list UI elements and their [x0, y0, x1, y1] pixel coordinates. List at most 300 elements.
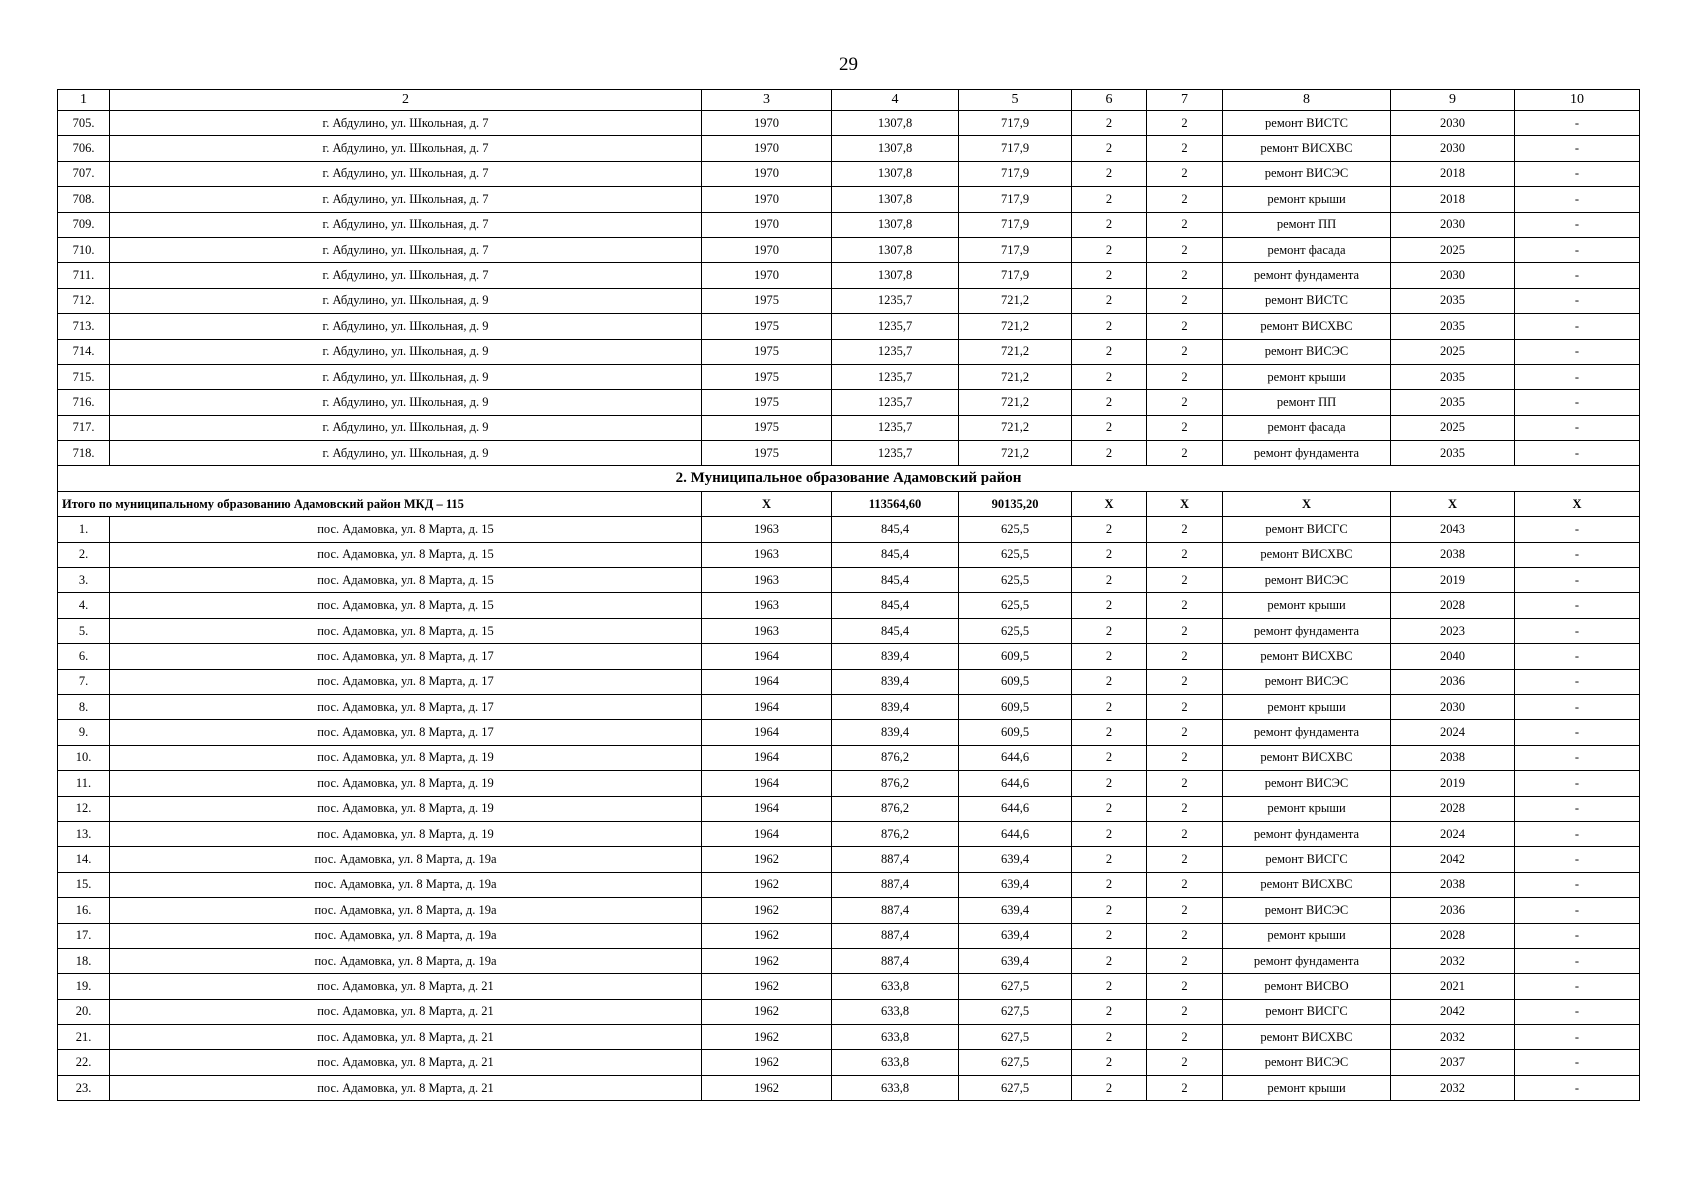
build-year-cell: 1970 — [702, 187, 832, 212]
col10-cell: - — [1515, 821, 1640, 846]
address-cell: г. Абдулино, ул. Школьная, д. 9 — [110, 441, 702, 466]
work-type-cell: ремонт ВИСЭС — [1223, 1050, 1391, 1075]
row-number: 718. — [58, 441, 110, 466]
living-area-cell: 625,5 — [959, 517, 1072, 542]
total-area-cell: 845,4 — [832, 517, 959, 542]
work-type-cell: ремонт крыши — [1223, 694, 1391, 719]
work-type-cell: ремонт фасада — [1223, 237, 1391, 262]
col7-cell: 2 — [1147, 237, 1223, 262]
total-area-cell: 876,2 — [832, 796, 959, 821]
column-number: 8 — [1223, 90, 1391, 111]
address-cell: пос. Адамовка, ул. 8 Марта, д. 17 — [110, 644, 702, 669]
plan-year-cell: 2024 — [1391, 821, 1515, 846]
table-row — [58, 644, 1640, 669]
col7-cell: 2 — [1147, 161, 1223, 186]
build-year-cell: 1964 — [702, 694, 832, 719]
table-row — [58, 720, 1640, 745]
col6-cell: 2 — [1072, 136, 1147, 161]
living-area-cell: 609,5 — [959, 720, 1072, 745]
total-area-cell: 1307,8 — [832, 161, 959, 186]
col10-cell: - — [1515, 390, 1640, 415]
living-area-cell: 639,4 — [959, 872, 1072, 897]
living-area-cell: 717,9 — [959, 237, 1072, 262]
col7-cell: 2 — [1147, 974, 1223, 999]
row-number: 709. — [58, 212, 110, 237]
total-area-cell: 887,4 — [832, 898, 959, 923]
build-year-cell: 1964 — [702, 669, 832, 694]
plan-year-cell: 2030 — [1391, 212, 1515, 237]
address-cell: пос. Адамовка, ул. 8 Марта, д. 19а — [110, 872, 702, 897]
address-cell: г. Абдулино, ул. Школьная, д. 7 — [110, 136, 702, 161]
row-number: 717. — [58, 415, 110, 440]
row-number: 715. — [58, 364, 110, 389]
total-area-cell: 633,8 — [832, 999, 959, 1024]
address-cell: пос. Адамовка, ул. 8 Марта, д. 15 — [110, 517, 702, 542]
address-cell: пос. Адамовка, ул. 8 Марта, д. 15 — [110, 542, 702, 567]
col10-cell: - — [1515, 720, 1640, 745]
col10-cell: - — [1515, 923, 1640, 948]
build-year-cell: 1970 — [702, 136, 832, 161]
total-area-cell: 887,4 — [832, 847, 959, 872]
table-row — [58, 745, 1640, 770]
column-number: 3 — [702, 90, 832, 111]
column-number: 1 — [58, 90, 110, 111]
register-rows-adamovka — [58, 517, 1640, 1101]
table-row — [58, 898, 1640, 923]
work-type-cell: ремонт ВИСЭС — [1223, 339, 1391, 364]
col7-cell: 2 — [1147, 568, 1223, 593]
col6-cell: 2 — [1072, 339, 1147, 364]
total-area-cell: 1307,8 — [832, 237, 959, 262]
build-year-cell: 1962 — [702, 1025, 832, 1050]
address-cell: пос. Адамовка, ул. 8 Марта, д. 19 — [110, 771, 702, 796]
living-area-cell: 625,5 — [959, 593, 1072, 618]
row-number: 21. — [58, 1025, 110, 1050]
table-row — [58, 948, 1640, 973]
table-row — [58, 593, 1640, 618]
col10-cell: - — [1515, 237, 1640, 262]
page-number: 29 — [839, 54, 858, 75]
table-row — [58, 161, 1640, 186]
row-number: 705. — [58, 111, 110, 136]
build-year-cell: 1970 — [702, 161, 832, 186]
plan-year-cell: 2035 — [1391, 288, 1515, 313]
living-area-cell: 721,2 — [959, 288, 1072, 313]
col6-cell: 2 — [1072, 974, 1147, 999]
living-area-cell: 644,6 — [959, 745, 1072, 770]
build-year-cell: 1964 — [702, 771, 832, 796]
build-year-cell: 1963 — [702, 542, 832, 567]
col7-cell: 2 — [1147, 593, 1223, 618]
total-area-cell: 887,4 — [832, 948, 959, 973]
work-type-cell: ремонт крыши — [1223, 796, 1391, 821]
col7-cell: 2 — [1147, 263, 1223, 288]
col10-cell: - — [1515, 1025, 1640, 1050]
col10-cell: - — [1515, 898, 1640, 923]
address-cell: г. Абдулино, ул. Школьная, д. 7 — [110, 111, 702, 136]
plan-year-cell: 2036 — [1391, 669, 1515, 694]
total-area-cell: 633,8 — [832, 1025, 959, 1050]
col10-cell: - — [1515, 187, 1640, 212]
plan-year-cell: 2018 — [1391, 161, 1515, 186]
table-row — [58, 314, 1640, 339]
table-row — [58, 288, 1640, 313]
living-area-cell: 639,4 — [959, 923, 1072, 948]
plan-year-cell: 2021 — [1391, 974, 1515, 999]
total-area-total: 113564,60 — [832, 491, 959, 516]
col7-cell: 2 — [1147, 339, 1223, 364]
col7-cell: 2 — [1147, 923, 1223, 948]
col7-cell: 2 — [1147, 314, 1223, 339]
plan-year-cell: 2040 — [1391, 644, 1515, 669]
col7-cell: 2 — [1147, 796, 1223, 821]
section-total-row — [58, 491, 1640, 516]
living-area-cell: 717,9 — [959, 212, 1072, 237]
address-cell: г. Абдулино, ул. Школьная, д. 9 — [110, 390, 702, 415]
plan-year-cell: 2032 — [1391, 1075, 1515, 1100]
work-type-cell: ремонт ВИСТС — [1223, 288, 1391, 313]
living-area-cell: 627,5 — [959, 999, 1072, 1024]
row-number: 14. — [58, 847, 110, 872]
plan-year-cell: 2030 — [1391, 111, 1515, 136]
col7-cell: 2 — [1147, 187, 1223, 212]
col6-cell: 2 — [1072, 415, 1147, 440]
col10-cell: - — [1515, 212, 1640, 237]
address-cell: г. Абдулино, ул. Школьная, д. 7 — [110, 212, 702, 237]
section-title: 2. Муниципальное образование Адамовский район — [58, 466, 1640, 491]
work-type-cell: ремонт ВИСГС — [1223, 999, 1391, 1024]
col10-cell: - — [1515, 1050, 1640, 1075]
living-area-cell: 639,4 — [959, 898, 1072, 923]
work-type-cell: ремонт ПП — [1223, 212, 1391, 237]
table-row — [58, 974, 1640, 999]
row-number: 708. — [58, 187, 110, 212]
living-area-cell: 721,2 — [959, 314, 1072, 339]
col7-cell: 2 — [1147, 847, 1223, 872]
column-number: 9 — [1391, 90, 1515, 111]
col10-cell: - — [1515, 542, 1640, 567]
table-row — [58, 618, 1640, 643]
col6-cell: 2 — [1072, 237, 1147, 262]
living-area-cell: 717,9 — [959, 161, 1072, 186]
row-number: 16. — [58, 898, 110, 923]
col10-cell: - — [1515, 136, 1640, 161]
col7-cell: 2 — [1147, 644, 1223, 669]
col7-cell: 2 — [1147, 212, 1223, 237]
table-row — [58, 517, 1640, 542]
build-year-cell: 1975 — [702, 364, 832, 389]
table-row — [58, 1050, 1640, 1075]
table-row — [58, 263, 1640, 288]
build-year-cell: 1975 — [702, 390, 832, 415]
work-type-cell: ремонт крыши — [1223, 923, 1391, 948]
plan-year-cell: 2032 — [1391, 948, 1515, 973]
work-type-cell: ремонт крыши — [1223, 593, 1391, 618]
total-area-cell: 1307,8 — [832, 136, 959, 161]
section-header-row — [58, 466, 1640, 491]
plan-year-cell: 2035 — [1391, 390, 1515, 415]
col10-cell: - — [1515, 288, 1640, 313]
total-year: X — [702, 491, 832, 516]
total-area-cell: 876,2 — [832, 745, 959, 770]
work-type-cell: ремонт ВИСХВС — [1223, 542, 1391, 567]
col6-cell: 2 — [1072, 796, 1147, 821]
column-number: 10 — [1515, 90, 1640, 111]
work-type-cell: ремонт фундамента — [1223, 948, 1391, 973]
col7-cell: 2 — [1147, 999, 1223, 1024]
total-area-cell: 1235,7 — [832, 288, 959, 313]
address-cell: г. Абдулино, ул. Школьная, д. 9 — [110, 314, 702, 339]
plan-year-cell: 2023 — [1391, 618, 1515, 643]
col6-cell: 2 — [1072, 263, 1147, 288]
address-cell: г. Абдулино, ул. Школьная, д. 7 — [110, 187, 702, 212]
build-year-cell: 1963 — [702, 517, 832, 542]
build-year-cell: 1962 — [702, 999, 832, 1024]
table-row — [58, 339, 1640, 364]
table-row — [58, 1075, 1640, 1100]
address-cell: г. Абдулино, ул. Школьная, д. 9 — [110, 364, 702, 389]
build-year-cell: 1970 — [702, 237, 832, 262]
section-block — [58, 466, 1640, 517]
living-area-cell: 627,5 — [959, 1075, 1072, 1100]
column-number: 2 — [110, 90, 702, 111]
plan-year-cell: 2037 — [1391, 1050, 1515, 1075]
col7-cell: 2 — [1147, 618, 1223, 643]
plan-year-cell: 2019 — [1391, 771, 1515, 796]
total-area-cell: 887,4 — [832, 872, 959, 897]
work-type-cell: ремонт ВИСХВС — [1223, 1025, 1391, 1050]
total-work: X — [1223, 491, 1391, 516]
row-number: 714. — [58, 339, 110, 364]
plan-year-cell: 2025 — [1391, 339, 1515, 364]
address-cell: пос. Адамовка, ул. 8 Марта, д. 19а — [110, 847, 702, 872]
col10-cell: - — [1515, 111, 1640, 136]
living-area-cell: 721,2 — [959, 364, 1072, 389]
work-type-cell: ремонт ВИСХВС — [1223, 644, 1391, 669]
total-area-cell: 1235,7 — [832, 390, 959, 415]
col10-cell: - — [1515, 948, 1640, 973]
address-cell: г. Абдулино, ул. Школьная, д. 9 — [110, 339, 702, 364]
col7-cell: 2 — [1147, 1025, 1223, 1050]
total-area-cell: 845,4 — [832, 618, 959, 643]
build-year-cell: 1964 — [702, 821, 832, 846]
table-row — [58, 923, 1640, 948]
work-type-cell: ремонт фундамента — [1223, 720, 1391, 745]
col10-cell: - — [1515, 593, 1640, 618]
living-area-cell: 644,6 — [959, 821, 1072, 846]
column-number: 6 — [1072, 90, 1147, 111]
col6-cell: 2 — [1072, 314, 1147, 339]
work-type-cell: ремонт ВИСЭС — [1223, 568, 1391, 593]
plan-year-cell: 2018 — [1391, 187, 1515, 212]
row-number: 706. — [58, 136, 110, 161]
plan-year-cell: 2030 — [1391, 263, 1515, 288]
living-area-cell: 609,5 — [959, 644, 1072, 669]
table-row — [58, 568, 1640, 593]
total-area-cell: 1235,7 — [832, 339, 959, 364]
living-area-cell: 717,9 — [959, 111, 1072, 136]
plan-year-cell: 2042 — [1391, 999, 1515, 1024]
table-row — [58, 847, 1640, 872]
build-year-cell: 1970 — [702, 263, 832, 288]
row-number: 15. — [58, 872, 110, 897]
col10-cell: - — [1515, 669, 1640, 694]
living-area-cell: 639,4 — [959, 847, 1072, 872]
col10-cell: - — [1515, 694, 1640, 719]
address-cell: пос. Адамовка, ул. 8 Марта, д. 21 — [110, 974, 702, 999]
total-area-cell: 1235,7 — [832, 314, 959, 339]
col6-cell: 2 — [1072, 1025, 1147, 1050]
table-row — [58, 415, 1640, 440]
col6-cell: 2 — [1072, 669, 1147, 694]
address-cell: пос. Адамовка, ул. 8 Марта, д. 19а — [110, 898, 702, 923]
col6-cell: 2 — [1072, 542, 1147, 567]
work-type-cell: ремонт фасада — [1223, 415, 1391, 440]
column-number: 7 — [1147, 90, 1223, 111]
row-number: 3. — [58, 568, 110, 593]
total-area-living: 90135,20 — [959, 491, 1072, 516]
build-year-cell: 1962 — [702, 847, 832, 872]
living-area-cell: 644,6 — [959, 796, 1072, 821]
col10-cell: - — [1515, 847, 1640, 872]
row-number: 19. — [58, 974, 110, 999]
col7-cell: 2 — [1147, 441, 1223, 466]
living-area-cell: 717,9 — [959, 187, 1072, 212]
work-type-cell: ремонт ВИСТС — [1223, 111, 1391, 136]
col6-cell: 2 — [1072, 872, 1147, 897]
col7-cell: 2 — [1147, 821, 1223, 846]
build-year-cell: 1975 — [702, 415, 832, 440]
col7-cell: 2 — [1147, 694, 1223, 719]
address-cell: г. Абдулино, ул. Школьная, д. 7 — [110, 161, 702, 186]
col6-cell: 2 — [1072, 745, 1147, 770]
row-number: 2. — [58, 542, 110, 567]
total-area-cell: 839,4 — [832, 720, 959, 745]
col6-cell: 2 — [1072, 187, 1147, 212]
col10-cell: - — [1515, 644, 1640, 669]
col6-cell: 2 — [1072, 694, 1147, 719]
total-area-cell: 839,4 — [832, 644, 959, 669]
address-cell: пос. Адамовка, ул. 8 Марта, д. 15 — [110, 593, 702, 618]
work-type-cell: ремонт ВИСЭС — [1223, 161, 1391, 186]
col10-cell: - — [1515, 441, 1640, 466]
address-cell: пос. Адамовка, ул. 8 Марта, д. 21 — [110, 999, 702, 1024]
row-number: 711. — [58, 263, 110, 288]
address-cell: пос. Адамовка, ул. 8 Марта, д. 21 — [110, 1050, 702, 1075]
work-type-cell: ремонт ВИСГС — [1223, 847, 1391, 872]
col7-cell: 2 — [1147, 948, 1223, 973]
col7-cell: 2 — [1147, 111, 1223, 136]
col10-cell: - — [1515, 618, 1640, 643]
col10-cell: - — [1515, 568, 1640, 593]
plan-year-cell: 2028 — [1391, 923, 1515, 948]
total-area-cell: 1307,8 — [832, 187, 959, 212]
work-type-cell: ремонт фундамента — [1223, 263, 1391, 288]
total-area-cell: 845,4 — [832, 568, 959, 593]
row-number: 707. — [58, 161, 110, 186]
total-area-cell: 1307,8 — [832, 111, 959, 136]
col6-cell: 2 — [1072, 923, 1147, 948]
col7-cell: 2 — [1147, 720, 1223, 745]
table-row — [58, 821, 1640, 846]
col6-cell: 2 — [1072, 898, 1147, 923]
col6-cell: 2 — [1072, 364, 1147, 389]
plan-year-cell: 2038 — [1391, 745, 1515, 770]
col7-cell: 2 — [1147, 542, 1223, 567]
total-area-cell: 839,4 — [832, 694, 959, 719]
col7-cell: 2 — [1147, 415, 1223, 440]
table-row — [58, 390, 1640, 415]
row-number: 10. — [58, 745, 110, 770]
living-area-cell: 639,4 — [959, 948, 1072, 973]
col6-cell: 2 — [1072, 618, 1147, 643]
plan-year-cell: 2019 — [1391, 568, 1515, 593]
row-number: 7. — [58, 669, 110, 694]
build-year-cell: 1975 — [702, 288, 832, 313]
plan-year-cell: 2028 — [1391, 593, 1515, 618]
row-number: 12. — [58, 796, 110, 821]
col7-cell: 2 — [1147, 517, 1223, 542]
table-row — [58, 441, 1640, 466]
work-type-cell: ремонт фундамента — [1223, 821, 1391, 846]
col6-cell: 2 — [1072, 644, 1147, 669]
plan-year-cell: 2043 — [1391, 517, 1515, 542]
row-number: 13. — [58, 821, 110, 846]
work-type-cell: ремонт ПП — [1223, 390, 1391, 415]
address-cell: г. Абдулино, ул. Школьная, д. 7 — [110, 237, 702, 262]
plan-year-cell: 2042 — [1391, 847, 1515, 872]
work-type-cell: ремонт фундамента — [1223, 441, 1391, 466]
col6-cell: 2 — [1072, 847, 1147, 872]
build-year-cell: 1970 — [702, 212, 832, 237]
row-number: 9. — [58, 720, 110, 745]
col10-cell: - — [1515, 364, 1640, 389]
table-row — [58, 669, 1640, 694]
plan-year-cell: 2035 — [1391, 441, 1515, 466]
build-year-cell: 1962 — [702, 872, 832, 897]
col7-cell: 2 — [1147, 745, 1223, 770]
work-type-cell: ремонт ВИСВО — [1223, 974, 1391, 999]
address-cell: пос. Адамовка, ул. 8 Марта, д. 15 — [110, 618, 702, 643]
col10-cell: - — [1515, 745, 1640, 770]
total-col6: X — [1072, 491, 1147, 516]
plan-year-cell: 2028 — [1391, 796, 1515, 821]
plan-year-cell: 2038 — [1391, 872, 1515, 897]
plan-year-cell: 2030 — [1391, 694, 1515, 719]
col6-cell: 2 — [1072, 111, 1147, 136]
col10-cell: - — [1515, 415, 1640, 440]
row-number: 710. — [58, 237, 110, 262]
living-area-cell: 625,5 — [959, 618, 1072, 643]
total-area-cell: 633,8 — [832, 1075, 959, 1100]
address-cell: пос. Адамовка, ул. 8 Марта, д. 17 — [110, 720, 702, 745]
col6-cell: 2 — [1072, 999, 1147, 1024]
row-number: 1. — [58, 517, 110, 542]
build-year-cell: 1962 — [702, 1075, 832, 1100]
col6-cell: 2 — [1072, 948, 1147, 973]
work-type-cell: ремонт крыши — [1223, 1075, 1391, 1100]
col6-cell: 2 — [1072, 390, 1147, 415]
living-area-cell: 625,5 — [959, 542, 1072, 567]
living-area-cell: 717,9 — [959, 263, 1072, 288]
table-row — [58, 187, 1640, 212]
col10-cell: - — [1515, 1075, 1640, 1100]
total-area-cell: 876,2 — [832, 771, 959, 796]
col7-cell: 2 — [1147, 669, 1223, 694]
col7-cell: 2 — [1147, 1050, 1223, 1075]
col10-cell: - — [1515, 872, 1640, 897]
col7-cell: 2 — [1147, 771, 1223, 796]
